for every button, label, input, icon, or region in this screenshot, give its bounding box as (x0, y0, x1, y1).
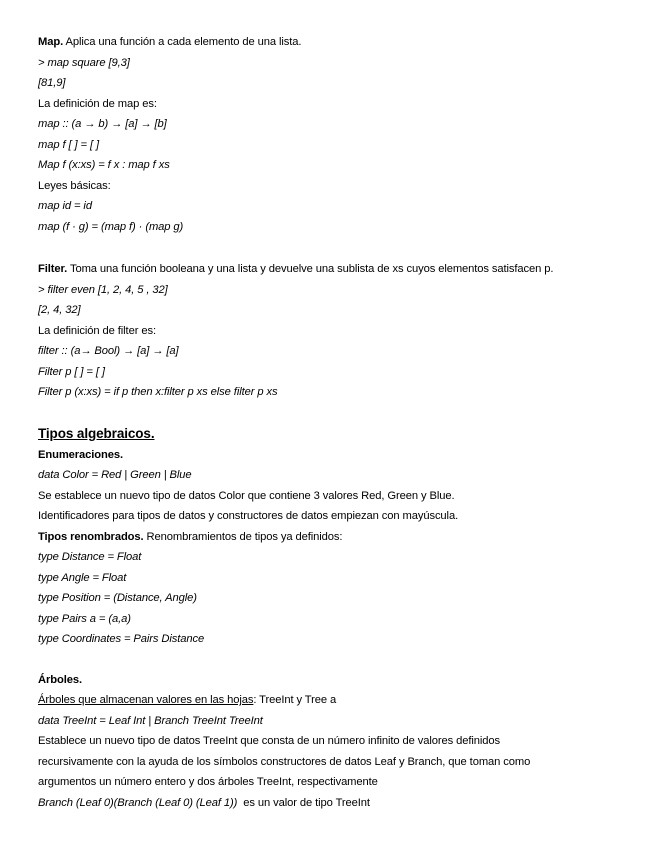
map-intro-line (38, 32, 638, 53)
type-def-line: type Angle = Float (38, 571, 127, 584)
filter-example-cmd: > filter even [1, 2, 4, 5 , 32] (38, 283, 168, 296)
filter-def-label: La definición de filter es: (38, 324, 156, 337)
enum-title: Enumeraciones. (38, 448, 124, 461)
map-law: map (f · g) = (map f) · (map g) (38, 220, 184, 233)
trees-example-line (38, 793, 638, 814)
trees-example-text: es un valor de tipo TreeInt (237, 796, 370, 809)
filter-example-result: [2, 4, 32] (38, 304, 81, 316)
map-title: Map. (38, 36, 64, 48)
treeint-def: data TreeInt = Leaf Int | Branch TreeInt TreeInt (38, 714, 263, 727)
renamed-types-desc: Renombramientos de tipos ya definidos: (143, 530, 343, 543)
trees-example-code: Branch (Leaf 0)(Branch (Leaf 0) (Leaf 1)) (38, 796, 238, 809)
filter-def-line: Filter p (x:xs) = if p then x:filter p xs else filter p xs (38, 386, 278, 398)
filter-def-line: filter :: (a→ Bool) → [a] → [a] (38, 345, 179, 357)
enum-def: data Color = Red | Green | Blue (38, 469, 192, 481)
filter-def-line: Filter p [ ] = [ ] (38, 365, 105, 378)
map-example-result: [81,9] (38, 77, 66, 89)
trees-subtitle-rest: : TreeInt y Tree a (253, 694, 337, 706)
trees-title: Árboles. (38, 673, 82, 686)
map-law: map id = id (38, 200, 92, 212)
trees-subtitle-line (38, 690, 638, 711)
map-def-line: map f [ ] = [ ] (38, 138, 99, 151)
type-def-line: type Coordinates = Pairs Distance (38, 633, 205, 645)
trees-desc: argumentos un número entero y dos árboles TreeInt, respectivamente (38, 776, 378, 788)
renamed-types-line (38, 527, 638, 548)
trees-desc: Establece un nuevo tipo de datos TreeInt que consta de un número infinito de valores definidos (38, 735, 501, 747)
filter-title: Filter. (38, 263, 68, 275)
map-def-line: Map f (x:xs) = f x : map f xs (38, 159, 170, 171)
section-heading-tipos: Tipos algebraicos. (38, 425, 155, 441)
document-page (38, 32, 638, 813)
trees-desc: recursivamente con la ayuda de los símbolos constructores de datos Leaf y Branch, que toman como (38, 755, 531, 768)
renamed-types-title: Tipos renombrados. (38, 530, 144, 543)
map-intro: Aplica una función a cada elemento de una lista. (63, 36, 302, 48)
trees-subtitle: Árboles que almacenan valores en las hojas (38, 694, 254, 706)
map-def-line: map :: (a → b) → [a] → [b] (38, 118, 167, 130)
type-def-line: type Pairs a = (a,a) (38, 612, 131, 625)
map-example-cmd: > map square [9,3] (38, 56, 130, 69)
enum-desc: Se establece un nuevo tipo de datos Color que contiene 3 valores Red, Green y Blue. (38, 489, 455, 502)
type-def-line: type Distance = Float (38, 551, 142, 563)
enum-desc: Identificadores para tipos de datos y constructores de datos empiezan con mayúscula. (38, 510, 459, 522)
filter-intro: Toma una función booleana y una lista y devuelve una sublista de xs cuyos elementos satisfacen p. (67, 263, 554, 275)
type-def-line: type Position = (Distance, Angle) (38, 592, 197, 604)
filter-intro-line (38, 259, 638, 280)
map-laws-label: Leyes básicas: (38, 179, 111, 192)
map-def-label: La definición de map es: (38, 97, 157, 110)
